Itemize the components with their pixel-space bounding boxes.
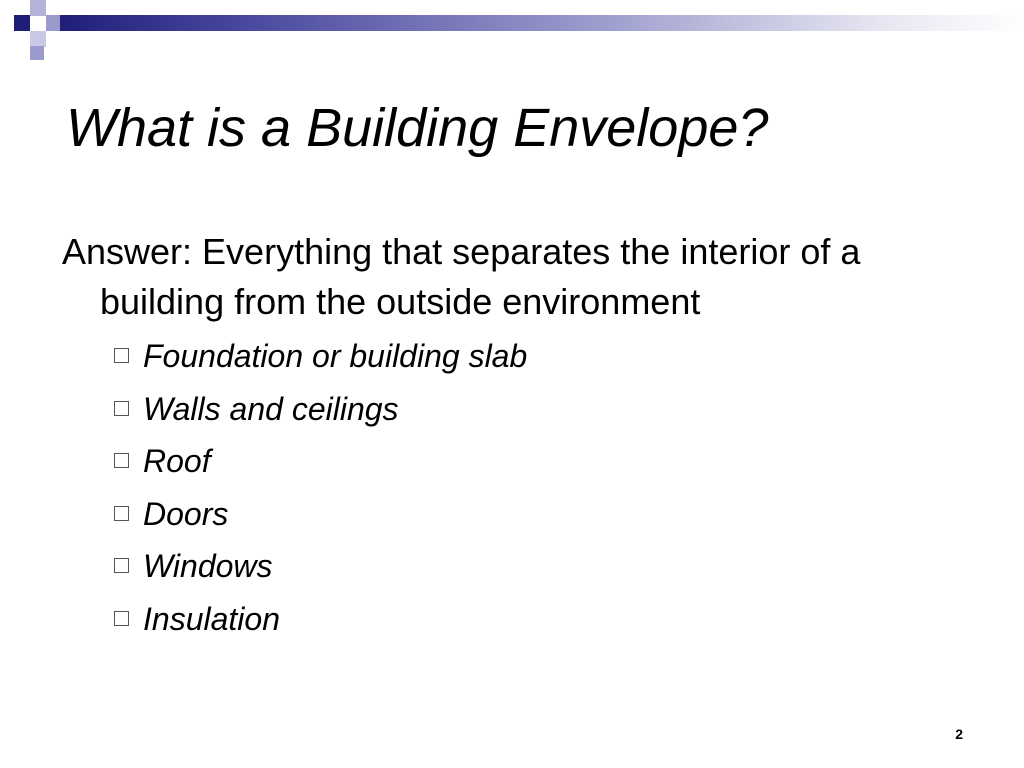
lavender-square-icon: [30, 0, 46, 16]
slide-body: [62, 227, 962, 648]
lavender-square-icon: [30, 46, 44, 60]
list-item-label: Doors: [143, 495, 229, 532]
list-item-label: Roof: [143, 443, 211, 479]
slide-title: What is a Building Envelope?: [66, 98, 769, 158]
square-bullet-icon: [114, 611, 129, 626]
square-bullet-icon: [114, 558, 129, 573]
square-bullet-icon: [114, 401, 129, 416]
square-bullet-icon: [114, 506, 129, 521]
square-bullet-icon: [114, 453, 129, 468]
list-item: [114, 333, 962, 386]
list-item-label: Insulation: [143, 600, 280, 637]
list-item-label: Windows: [143, 548, 273, 584]
envelope-components-list: [62, 333, 962, 648]
header-gradient-bar: [60, 15, 1024, 31]
list-item-label: Walls and ceilings: [143, 390, 399, 427]
list-item: [114, 596, 962, 649]
list-item: [114, 438, 962, 491]
navy-square-icon: [14, 15, 30, 31]
page-number: 2: [955, 726, 963, 742]
list-item: [114, 543, 962, 596]
list-item-label: Foundation or building slab: [143, 338, 528, 374]
list-item: [114, 386, 962, 439]
lavender-square-icon: [30, 31, 46, 47]
list-item: [114, 491, 962, 544]
answer-text: Answer: Everything that separates the interior of a building from the outside environment: [62, 231, 861, 322]
square-bullet-icon: [114, 348, 129, 363]
